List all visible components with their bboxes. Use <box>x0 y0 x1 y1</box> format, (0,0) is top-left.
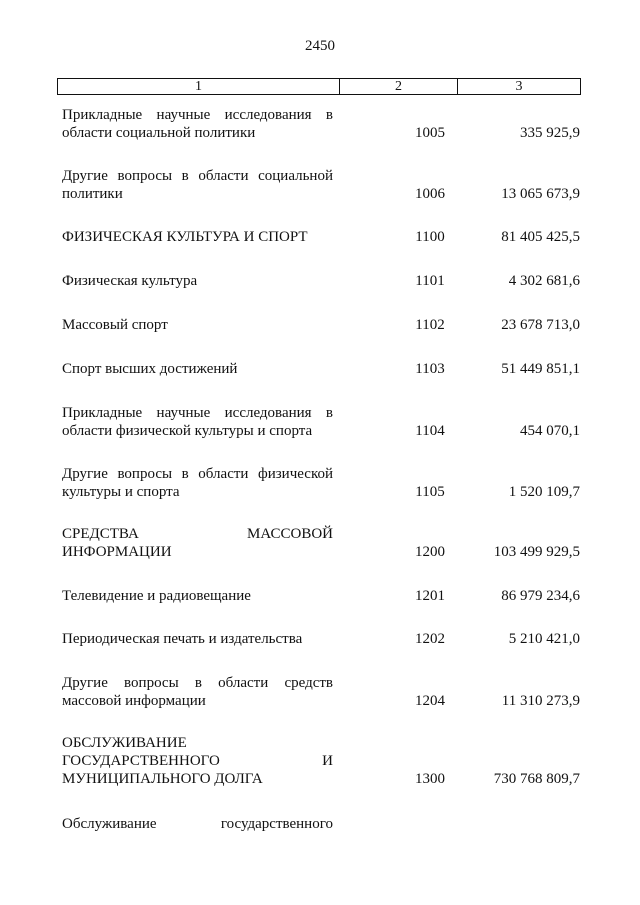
row-name <box>62 674 333 710</box>
row-name <box>62 587 333 605</box>
row-amount: 86 979 234,6 <box>501 588 580 604</box>
row-code: 1200 <box>415 544 445 560</box>
row-name-line: Другие вопросы в области социальной <box>62 168 333 184</box>
row-code: 1103 <box>415 361 445 377</box>
row-name-line: области социальной политики <box>62 125 256 141</box>
row-name-line: Другие вопросы в области физической <box>62 466 333 482</box>
row-name-line: ФИЗИЧЕСКАЯ КУЛЬТУРА И СПОРТ <box>62 229 308 245</box>
row-code: 1300 <box>415 771 445 787</box>
row-code: 1101 <box>415 273 445 289</box>
page-number: 2450 <box>305 38 335 54</box>
row-code: 1005 <box>415 125 445 141</box>
row-name-line: Массовый спорт <box>62 317 168 333</box>
row-name-line: ИНФОРМАЦИИ <box>62 544 172 560</box>
row-amount: 51 449 851,1 <box>501 361 580 377</box>
row-amount: 81 405 425,5 <box>501 229 580 245</box>
row-code: 1104 <box>415 423 445 439</box>
row-amount: 4 302 681,6 <box>508 273 580 289</box>
row-name <box>62 167 333 203</box>
row-code: 1201 <box>415 588 445 604</box>
row-amount: 454 070,1 <box>520 423 580 439</box>
row-code: 1006 <box>415 186 445 202</box>
row-name-line: Спорт высших достижений <box>62 361 238 377</box>
row-code: 1100 <box>415 229 445 245</box>
row-name-line: ГОСУДАРСТВЕННОГО И <box>62 753 333 769</box>
row-name-line: Другие вопросы в области средств <box>62 675 333 691</box>
row-name-line: массовой информации <box>62 693 206 709</box>
row-name <box>62 316 333 334</box>
row-amount: 103 499 929,5 <box>493 544 580 560</box>
row-amount: 23 678 713,0 <box>501 317 580 333</box>
table-header-col-3: 3 <box>515 79 523 94</box>
row-name <box>62 815 333 833</box>
row-code: 1105 <box>415 484 445 500</box>
table-header-col-2: 2 <box>340 79 458 94</box>
row-name-line: СРЕДСТВА МАССОВОЙ <box>62 526 333 542</box>
row-name-line: Физическая культура <box>62 273 198 289</box>
row-name <box>62 525 333 561</box>
row-name-line: Периодическая печать и издательства <box>62 631 303 647</box>
row-amount: 5 210 421,0 <box>508 631 580 647</box>
row-amount: 335 925,9 <box>520 125 580 141</box>
row-amount: 730 768 809,7 <box>493 771 580 787</box>
row-name <box>62 228 333 246</box>
row-name <box>62 465 333 501</box>
row-name <box>62 630 333 648</box>
row-name <box>62 272 333 290</box>
row-name <box>62 360 333 378</box>
row-amount: 13 065 673,9 <box>501 186 580 202</box>
row-name <box>62 404 333 440</box>
row-name-line: Телевидение и радиовещание <box>62 588 251 604</box>
row-name <box>62 734 333 788</box>
table-header-row <box>57 78 581 95</box>
row-name-line: ОБСЛУЖИВАНИЕ <box>62 735 187 751</box>
row-code: 1204 <box>415 693 445 709</box>
row-name-line: Обслуживание государственного <box>62 816 333 832</box>
row-name-line: области физической культуры и спорта <box>62 423 313 439</box>
row-name-line: культуры и спорта <box>62 484 180 500</box>
row-name-line: политики <box>62 186 123 202</box>
row-name-line: МУНИЦИПАЛЬНОГО ДОЛГА <box>62 771 263 787</box>
row-name-line: Прикладные научные исследования в <box>62 107 333 123</box>
row-amount: 1 520 109,7 <box>508 484 580 500</box>
row-name-line: Прикладные научные исследования в <box>62 405 333 421</box>
table-header-col-1: 1 <box>58 79 340 94</box>
row-amount: 11 310 273,9 <box>501 693 580 709</box>
row-name <box>62 106 333 142</box>
row-code: 1202 <box>415 631 445 647</box>
row-code: 1102 <box>415 317 445 333</box>
